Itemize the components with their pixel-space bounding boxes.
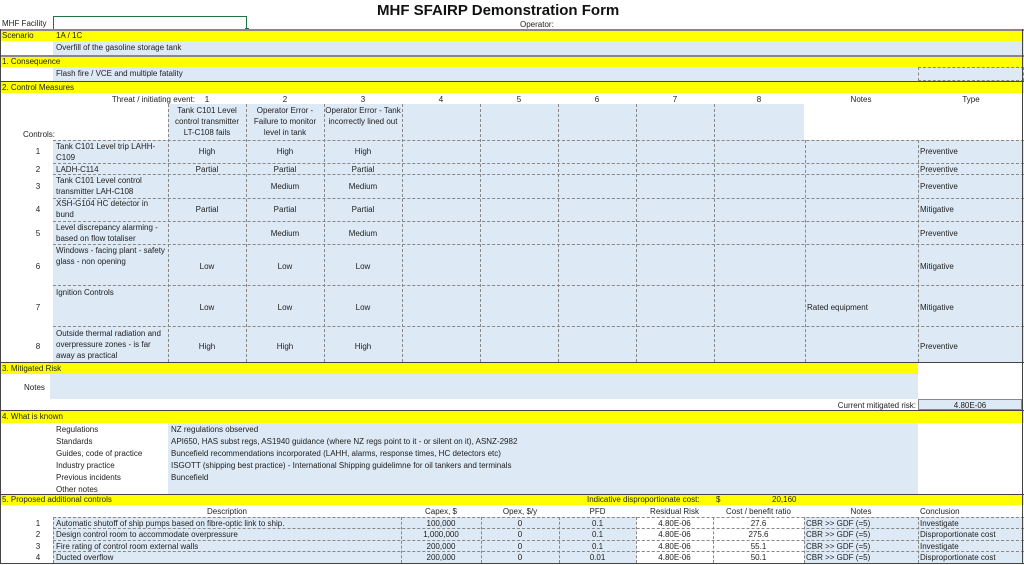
proposed-num: 4 xyxy=(35,553,41,562)
control-rating[interactable]: Low xyxy=(199,262,215,271)
threat-1[interactable]: Tank C101 Level control transmitter LT-C108 fails xyxy=(174,106,240,137)
threat-number-3: 3 xyxy=(360,95,366,104)
threat-number-8: 8 xyxy=(756,95,762,104)
proposed-description[interactable]: Fire rating of control room external walls xyxy=(56,542,199,551)
column-header-notes: Notes xyxy=(850,507,872,516)
consequence-cell[interactable] xyxy=(53,67,1024,81)
control-type[interactable]: Preventive xyxy=(920,229,958,238)
column-header-description: Description xyxy=(206,507,247,516)
scenario-bar xyxy=(0,31,1024,41)
known-label: Industry practice xyxy=(56,461,115,470)
control-rating[interactable]: High xyxy=(198,342,216,351)
control-name[interactable]: LADH-C114 xyxy=(56,165,99,174)
proposed-cbr: 50.1 xyxy=(750,553,767,562)
control-type[interactable]: Mitigative xyxy=(920,205,954,214)
scenario-label: Scenario xyxy=(2,31,34,40)
scenario-id[interactable]: 1A / 1C xyxy=(56,31,83,40)
consequence-extra-cell[interactable] xyxy=(918,67,1024,81)
threat-number-7: 7 xyxy=(672,95,678,104)
proposed-conclusion[interactable]: Investigate xyxy=(920,519,959,528)
control-num: 1 xyxy=(35,147,41,156)
known-label: Other notes xyxy=(56,485,98,494)
known-label: Previous incidents xyxy=(56,473,121,482)
control-name[interactable]: Outside thermal radiation and overpressure zones - is far away as practical xyxy=(56,329,161,360)
facility-label: MHF Facility xyxy=(2,19,47,28)
consequence-header: 1. Consequence xyxy=(2,57,61,66)
proposed-opex[interactable]: 0 xyxy=(517,542,523,551)
threat-number-2: 2 xyxy=(282,95,288,104)
threat-number-5: 5 xyxy=(516,95,522,104)
known-value[interactable]: Buncefield recommendations incorporated (LAHH, alarms, response times, HC detectors etc) xyxy=(171,449,501,458)
mitigated-risk-notes-label: Notes xyxy=(24,383,45,392)
proposed-capex[interactable]: 200,000 xyxy=(426,542,456,551)
control-num: 3 xyxy=(35,182,41,191)
control-rating[interactable]: Partial xyxy=(351,205,375,214)
known-label: Standards xyxy=(56,437,93,446)
control-rating[interactable]: Partial xyxy=(351,165,375,174)
consequence-text: Flash fire / VCE and multiple fatality xyxy=(56,69,183,78)
control-num: 8 xyxy=(35,342,41,351)
threat-3[interactable]: Operator Error - Tank incorrectly lined out xyxy=(325,106,401,126)
control-rating[interactable]: High xyxy=(276,147,294,156)
proposed-opex[interactable]: 0 xyxy=(517,553,523,562)
proposed-capex[interactable]: 100,000 xyxy=(426,519,456,528)
controls-label: Controls: xyxy=(23,130,56,139)
control-num: 6 xyxy=(35,262,41,271)
control-name[interactable]: Tank C101 Level trip LAHH-C109 xyxy=(56,142,156,162)
column-header-residual-risk: Residual Risk xyxy=(650,507,699,516)
proposed-header-bar xyxy=(0,495,1024,505)
control-rating[interactable]: Medium xyxy=(270,229,300,238)
what-is-known-header: 4. What is known xyxy=(2,412,63,421)
threat-number-4: 4 xyxy=(438,95,444,104)
control-type[interactable]: Preventive xyxy=(920,165,958,174)
known-label: Guides, code of practice xyxy=(56,449,143,458)
control-num: 5 xyxy=(35,229,41,238)
facility-input[interactable] xyxy=(53,16,247,30)
proposed-cbr: 55.1 xyxy=(750,542,767,551)
column-header-conclusion: Conclusion xyxy=(920,507,960,516)
proposed-residual-risk: 4.80E-06 xyxy=(658,519,691,528)
control-type[interactable]: Preventive xyxy=(920,182,958,191)
column-header-cbr: Cost / benefit ratio xyxy=(726,507,791,516)
proposed-notes[interactable]: CBR >> GDF (=5) xyxy=(806,530,871,539)
control-rating[interactable]: Partial xyxy=(195,205,219,214)
control-rating[interactable]: Medium xyxy=(270,182,300,191)
control-rating[interactable]: High xyxy=(276,342,294,351)
control-rating[interactable]: Partial xyxy=(195,165,219,174)
control-rating[interactable]: High xyxy=(198,147,216,156)
proposed-residual-risk: 4.80E-06 xyxy=(658,553,691,562)
proposed-capex[interactable]: 200,000 xyxy=(426,553,456,562)
proposed-conclusion[interactable]: Disproportionate cost xyxy=(920,553,996,562)
scenario-description-cell[interactable] xyxy=(53,41,1024,55)
proposed-description[interactable]: Design control room to accommodate overpressure xyxy=(56,530,238,539)
control-rating[interactable]: High xyxy=(354,342,372,351)
control-num: 2 xyxy=(35,165,41,174)
proposed-notes[interactable]: CBR >> GDF (=5) xyxy=(806,553,871,562)
control-name[interactable]: Ignition Controls xyxy=(56,288,114,297)
proposed-capex[interactable]: 1,000,000 xyxy=(423,530,459,539)
current-mitigated-risk-value: 4.80E-06 xyxy=(953,401,987,410)
proposed-opex[interactable]: 0 xyxy=(517,519,523,528)
proposed-description[interactable]: Ducted overflow xyxy=(56,553,114,562)
notes-header: Notes xyxy=(850,95,872,104)
control-rating[interactable]: Low xyxy=(277,303,293,312)
mitigated-risk-notes-cell[interactable] xyxy=(50,374,918,399)
control-notes[interactable]: Rated equipment xyxy=(807,303,868,312)
column-header-opex: Opex, $/y xyxy=(502,507,538,516)
mitigated-risk-header-bar xyxy=(0,363,918,374)
type-header: Type xyxy=(962,95,980,104)
control-type[interactable]: Mitigative xyxy=(920,303,954,312)
threat-number-1: 1 xyxy=(204,95,210,104)
control-rating[interactable]: Low xyxy=(355,303,371,312)
column-header-capex: Capex, $ xyxy=(424,507,458,516)
control-num: 7 xyxy=(35,303,41,312)
control-rating[interactable]: Medium xyxy=(348,229,378,238)
disproportionate-cost-value: 20,160 xyxy=(772,495,797,504)
control-num: 4 xyxy=(35,205,41,214)
proposed-notes[interactable]: CBR >> GDF (=5) xyxy=(806,519,871,528)
proposed-pfd[interactable]: 0.1 xyxy=(591,542,604,551)
current-mitigated-risk-label: Current mitigated risk: xyxy=(837,401,916,410)
column-header-pfd: PFD xyxy=(589,507,606,516)
threat-2[interactable]: Operator Error - Failure to monitor level in tank xyxy=(253,106,317,137)
control-measures-header-bar xyxy=(0,82,1024,93)
disproportionate-cost-label: Indicative disproportionate cost: xyxy=(587,495,700,504)
consequence-header-bar xyxy=(0,57,1024,67)
proposed-pfd[interactable]: 0.1 xyxy=(591,530,604,539)
proposed-opex[interactable]: 0 xyxy=(517,530,523,539)
control-rating[interactable]: Low xyxy=(355,262,371,271)
page-title: MHF SFAIRP Demonstration Form xyxy=(377,2,620,19)
mitigated-risk-header: 3. Mitigated Risk xyxy=(2,364,62,373)
threat-number-6: 6 xyxy=(594,95,600,104)
operator-label: Operator: xyxy=(520,20,554,29)
proposed-notes[interactable]: CBR >> GDF (=5) xyxy=(806,542,871,551)
currency-symbol: $ xyxy=(716,495,721,504)
proposed-pfd[interactable]: 0.01 xyxy=(589,553,606,562)
threat-label: Threat / initiating event: xyxy=(111,95,195,104)
proposed-num: 2 xyxy=(35,530,41,539)
known-label: Regulations xyxy=(56,425,99,434)
proposed-cbr: 27.6 xyxy=(750,519,767,528)
proposed-conclusion[interactable]: Disproportionate cost xyxy=(920,530,996,539)
control-type[interactable]: Preventive xyxy=(920,342,958,351)
control-rating[interactable]: High xyxy=(354,147,372,156)
proposed-num: 1 xyxy=(35,519,41,528)
proposed-pfd[interactable]: 0.1 xyxy=(591,519,604,528)
known-value[interactable]: Buncefield xyxy=(171,473,209,482)
control-type[interactable]: Preventive xyxy=(920,147,958,156)
proposed-residual-risk: 4.80E-06 xyxy=(658,542,691,551)
proposed-header: 5. Proposed additional controls xyxy=(2,495,112,504)
known-value[interactable]: ISGOTT (shipping best practice) - International Shipping guidelimne for oil tankers and terminals xyxy=(171,461,512,470)
control-rating[interactable]: Low xyxy=(277,262,293,271)
control-name[interactable]: XSH-G104 HC detector in bund xyxy=(56,199,149,219)
control-name[interactable]: Level discrepancy alarming - based on flow totaliser xyxy=(56,223,158,243)
what-is-known-header-bar xyxy=(0,411,1024,423)
control-measures-header: 2. Control Measures xyxy=(2,83,75,92)
control-rating[interactable]: Low xyxy=(199,303,215,312)
proposed-description[interactable]: Automatic shutoff of ship pumps based on fibre-optic link to ship. xyxy=(56,519,285,528)
control-name[interactable]: Tank C101 Level control transmitter LAH-C108 xyxy=(56,176,142,196)
known-value[interactable]: NZ regulations observed xyxy=(171,425,259,434)
proposed-conclusion[interactable]: Investigate xyxy=(920,542,959,551)
control-rating[interactable]: Medium xyxy=(348,182,378,191)
proposed-cbr: 275.6 xyxy=(748,530,769,539)
control-rating[interactable]: Partial xyxy=(273,205,297,214)
control-name[interactable]: Windows - facing plant - safety glass - non opening xyxy=(56,246,165,266)
proposed-num: 3 xyxy=(35,542,41,551)
known-value[interactable]: API650, HAS subst regs, AS1940 guidance (where NZ regs point to it - or silent on it), ASNZ-2982 xyxy=(171,437,518,446)
proposed-residual-risk: 4.80E-06 xyxy=(658,530,691,539)
scenario-description: Overfill of the gasoline storage tank xyxy=(56,43,182,52)
control-rating[interactable]: Partial xyxy=(273,165,297,174)
control-type[interactable]: Mitigative xyxy=(920,262,954,271)
